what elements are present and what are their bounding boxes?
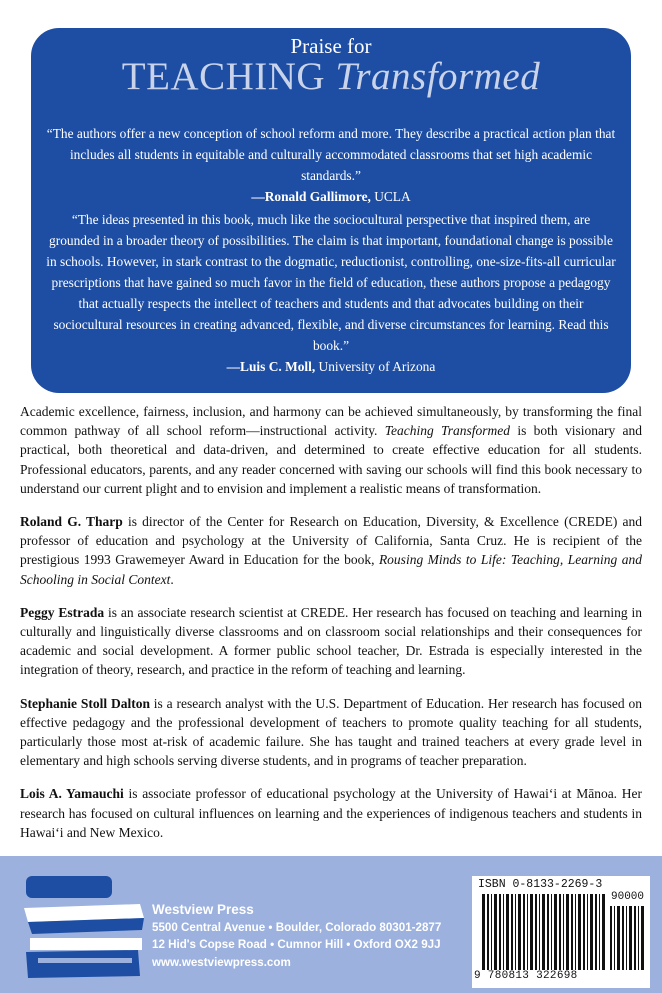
- book-description: [20, 402, 642, 498]
- barcode-bar: [634, 906, 636, 970]
- barcode-bar: [482, 894, 485, 970]
- quote-text: “The authors offer a new conception of school reform and more. They describe a practical action plan that includes all students in equitable and culturally accommodated classrooms that set high academic standards.”: [46, 126, 616, 183]
- barcode-bar: [518, 894, 521, 970]
- quote-affiliation: University of Arizona: [315, 359, 436, 374]
- westview-books-logo-icon: [22, 874, 147, 979]
- barcode-main-bars: [482, 894, 606, 970]
- barcode-bar: [563, 894, 564, 970]
- barcode-bar: [566, 894, 569, 970]
- praise-heading: Praise for: [290, 34, 372, 58]
- author-book-title: Rousing Minds to Life: Teaching, Learning and Schooling in Social Context: [20, 552, 642, 587]
- barcode-bar: [542, 894, 545, 970]
- author-name: Roland G. Tharp: [20, 514, 123, 530]
- author-bio-end: .: [170, 571, 174, 587]
- isbn-text: ISBN 0-8133-2269-3: [478, 878, 603, 891]
- publisher-address-uk: 12 Hid's Copse Road • Cumnor Hill • Oxford OX2 9JJ: [152, 938, 441, 951]
- quote-text: “The ideas presented in this book, much like the sociocultural perspective that inspired them, are grounded in a broader theory of possibilities. The claim is that important, foundational change is possible in schools. However, in stark contrast to the dogmatic, reductionist, controlling, one-size-fits-all curricular prescriptions that have gained so much favor in the field of education, these authors propose a pedagogy that actually respects the intellect of teachers and students and that advocates building on their sociocultural resources in creating advanced, flexible, and diverse circumstances for learning. Read this book.”: [46, 212, 616, 353]
- quote-affiliation: UCLA: [370, 189, 411, 204]
- barcode-bar: [587, 894, 588, 970]
- quote-attribution: [45, 356, 617, 377]
- barcode-bar: [571, 894, 573, 970]
- barcode-bar: [530, 894, 533, 970]
- description-text: is both visionary and practical, both theoretical and data-driven, and determined to create effective education for all students. Professional educators, parents, and any reader concerned with saving our schools will find this book necessary to understand our current plight and to envision and implement a realistic means of transformation.: [20, 423, 642, 496]
- quote-gallimore: [45, 123, 617, 207]
- description-book-title: Teaching Transformed: [384, 423, 511, 439]
- praise-box: [31, 28, 631, 393]
- book-title-part1: TEACHING: [121, 55, 326, 98]
- barcode-bar: [554, 894, 557, 970]
- author-bio-yamauchi: [20, 784, 642, 842]
- barcode-bar: [617, 906, 620, 970]
- barcode-bar: [491, 894, 492, 970]
- barcode-bar: [626, 906, 627, 970]
- author-bio: is director of the Center for Research on Education, Diversity, & Excellence (CREDE) and professor of education and psychology at the University of California, Santa Cruz. He is recipient of the prestigious 1993 Grawemeyer Award in Education for the book,: [20, 514, 642, 568]
- barcode-bar: [578, 894, 581, 970]
- author-name: Peggy Estrada: [20, 604, 105, 620]
- back-cover-text: [20, 402, 642, 856]
- quote-attribution: [45, 186, 617, 207]
- barcode-bar: [494, 894, 497, 970]
- barcode-bar: [527, 894, 528, 970]
- author-bio: is associate professor of educational psychology at the University of Hawai‘i at Mānoa. Her research has focused on cultural influences on learning and the experiences of indigenous teachers and students in Hawai‘i and New Mexico.: [20, 786, 642, 840]
- barcode-bar: [539, 894, 540, 970]
- barcode-bar: [503, 894, 504, 970]
- barcode-bar: [614, 906, 615, 970]
- barcode-bar: [595, 894, 597, 970]
- barcode-bar: [551, 894, 552, 970]
- publisher-info: [152, 901, 441, 971]
- barcode-bar: [638, 906, 639, 970]
- ean-number: 9 780813 322698: [474, 970, 578, 982]
- barcode-bar: [523, 894, 525, 970]
- barcode-bar: [547, 894, 549, 970]
- author-bio: is an associate research scientist at CREDE. Her research has focused on teaching and learning in culturally and linguistically diverse classrooms and on classroom social relationships and their consequences for academic and social development. A former public school teacher, Dr. Estrada is especially interested in the integration of theory, research, and practice in the reform of teaching and learning.: [20, 604, 642, 678]
- author-bio-dalton: [20, 694, 642, 771]
- description-text: Academic excellence, fairness, inclusion, and harmony can be achieved simultaneously, by transforming the final common pathway of all school reform—instructional activity.: [20, 404, 642, 439]
- quote-moll: [45, 209, 617, 377]
- barcode-bar: [602, 894, 605, 970]
- quote-author: —Ronald Gallimore,: [251, 189, 371, 204]
- barcode-bar: [599, 894, 600, 970]
- author-name: Stephanie Stoll Dalton: [20, 695, 150, 711]
- book-title-part2: Transformed: [335, 55, 541, 98]
- barcode-bar: [575, 894, 576, 970]
- barcode-bar: [499, 894, 501, 970]
- barcode-bar: [487, 894, 489, 970]
- publisher-footer: [0, 856, 662, 993]
- quote-author: —Luis C. Moll,: [226, 359, 316, 374]
- barcode-bar: [511, 894, 513, 970]
- barcode-bar: [506, 894, 509, 970]
- publisher-url: www.westviewpress.com: [152, 955, 291, 969]
- author-bio-estrada: [20, 603, 642, 680]
- barcode-bar: [583, 894, 585, 970]
- author-name: Lois A. Yamauchi: [20, 786, 124, 802]
- barcode-bar: [641, 906, 644, 970]
- isbn-barcode: [472, 876, 650, 988]
- price-code: 90000: [611, 891, 645, 903]
- barcode-bar: [535, 894, 537, 970]
- barcode-bar: [629, 906, 632, 970]
- barcode-bar: [622, 906, 624, 970]
- book-title: [31, 54, 631, 99]
- barcode-addon-bars: [610, 906, 646, 970]
- barcode-bar: [559, 894, 561, 970]
- barcode-bar: [590, 894, 593, 970]
- author-bio-tharp: [20, 512, 642, 589]
- publisher-address-us: 5500 Central Avenue • Boulder, Colorado 80301-2877: [152, 920, 442, 934]
- barcode-bar: [610, 906, 612, 970]
- barcode-bar: [515, 894, 516, 970]
- author-bio: is a research analyst with the U.S. Department of Education. Her research has focused on effective pedagogy and the professional development of teachers to promote quality teaching for all students, particularly those most at-risk of academic failure. She has taught and trained teachers at every grade level in elementary and high schools serving diverse students, and in programs of teacher preparation.: [20, 695, 642, 769]
- publisher-name: Westview Press: [152, 902, 254, 917]
